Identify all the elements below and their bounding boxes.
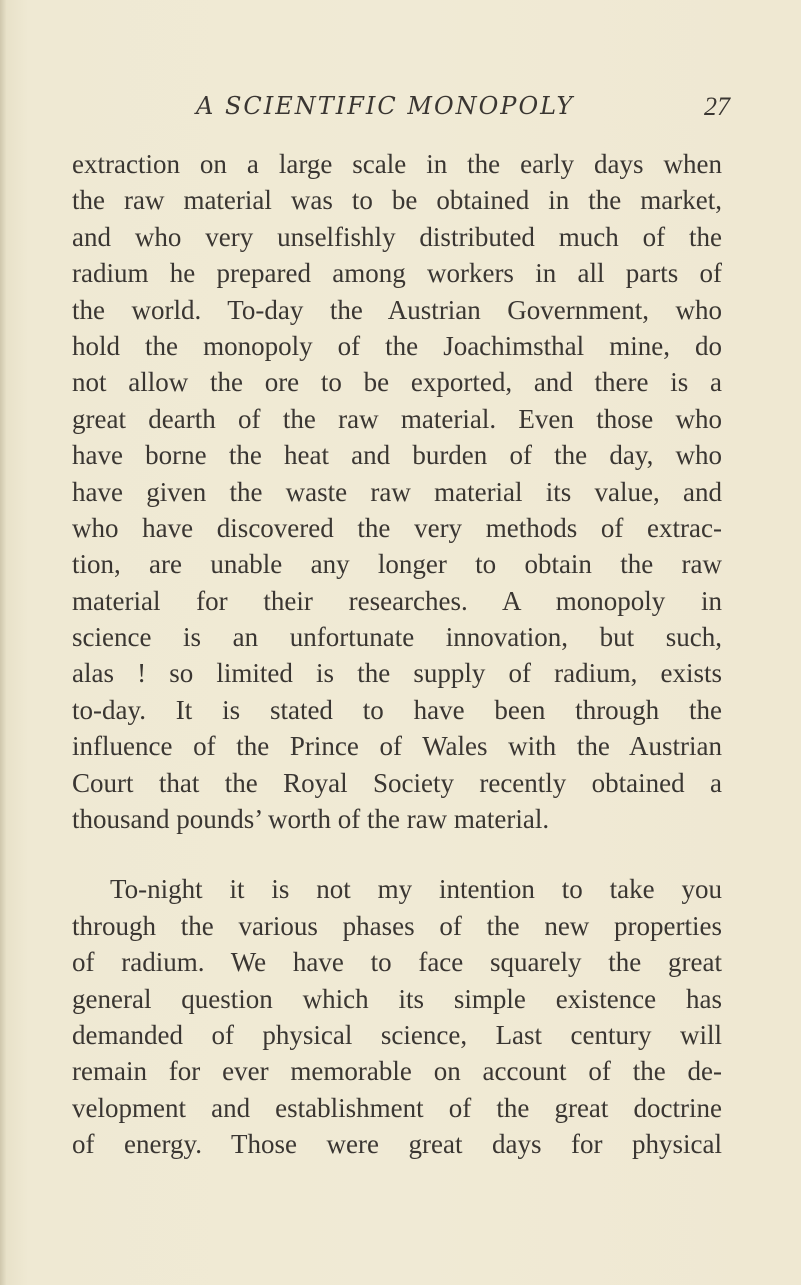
text-line: not allow the ore to be exported, and there is a: [72, 367, 722, 398]
page-binding-edge: [0, 0, 6, 1285]
paragraph-gap: [72, 837, 722, 871]
paragraph-2: [72, 871, 722, 1162]
text-line: demanded of physical science, Last century will: [72, 1019, 722, 1050]
text-line: and who very unselfishly distributed much of the: [72, 221, 722, 252]
text-line: through the various phases of the new properties: [72, 910, 722, 941]
text-line: radium he prepared among workers in all parts of: [72, 258, 722, 289]
page-number: 27: [704, 92, 730, 121]
text-line: of energy. Those were great days for physical: [72, 1129, 722, 1160]
paragraph-1: [72, 146, 722, 837]
text-line: hold the monopoly of the Joachimsthal mine, do: [72, 330, 722, 361]
text-line: science is an unfortunate innovation, but such,: [72, 622, 722, 653]
text-line: the raw material was to be obtained in the market,: [72, 185, 722, 216]
text-line: have borne the heat and burden of the day, who: [72, 440, 722, 471]
text-line: velopment and establishment of the great doctrine: [72, 1092, 722, 1123]
text-line: the world. To-day the Austrian Government, who: [72, 294, 722, 325]
text-line: great dearth of the raw material. Even those who: [72, 403, 722, 434]
running-title: A SCIENTIFIC MONOPOLY: [196, 92, 575, 120]
text-line: extraction on a large scale in the early days when: [72, 149, 722, 179]
text-line: of radium. We have to face squarely the great: [72, 947, 722, 978]
text-line: have given the waste raw material its value, and: [72, 476, 722, 507]
text-line: tion, are unable any longer to obtain the raw: [72, 549, 722, 580]
text-line: to-day. It is stated to have been through the: [72, 694, 722, 725]
text-line: alas ! so limited is the supply of radium, exists: [72, 658, 722, 689]
page-header: [170, 92, 730, 132]
text-line: influence of the Prince of Wales with the Austrian: [72, 731, 722, 762]
text-line: To-night it is not my intention to take you: [110, 874, 722, 905]
text-line: Court that the Royal Society recently obtained a: [72, 767, 722, 798]
text-line: general question which its simple existence has: [72, 983, 722, 1014]
text-line: thousand pounds’ worth of the raw material.: [72, 804, 550, 835]
text-line: material for their researches. A monopoly in: [72, 585, 722, 616]
body-text: [72, 146, 722, 1163]
text-line: remain for ever memorable on account of the de-: [72, 1056, 722, 1087]
text-line: who have discovered the very methods of extrac-: [72, 512, 722, 543]
